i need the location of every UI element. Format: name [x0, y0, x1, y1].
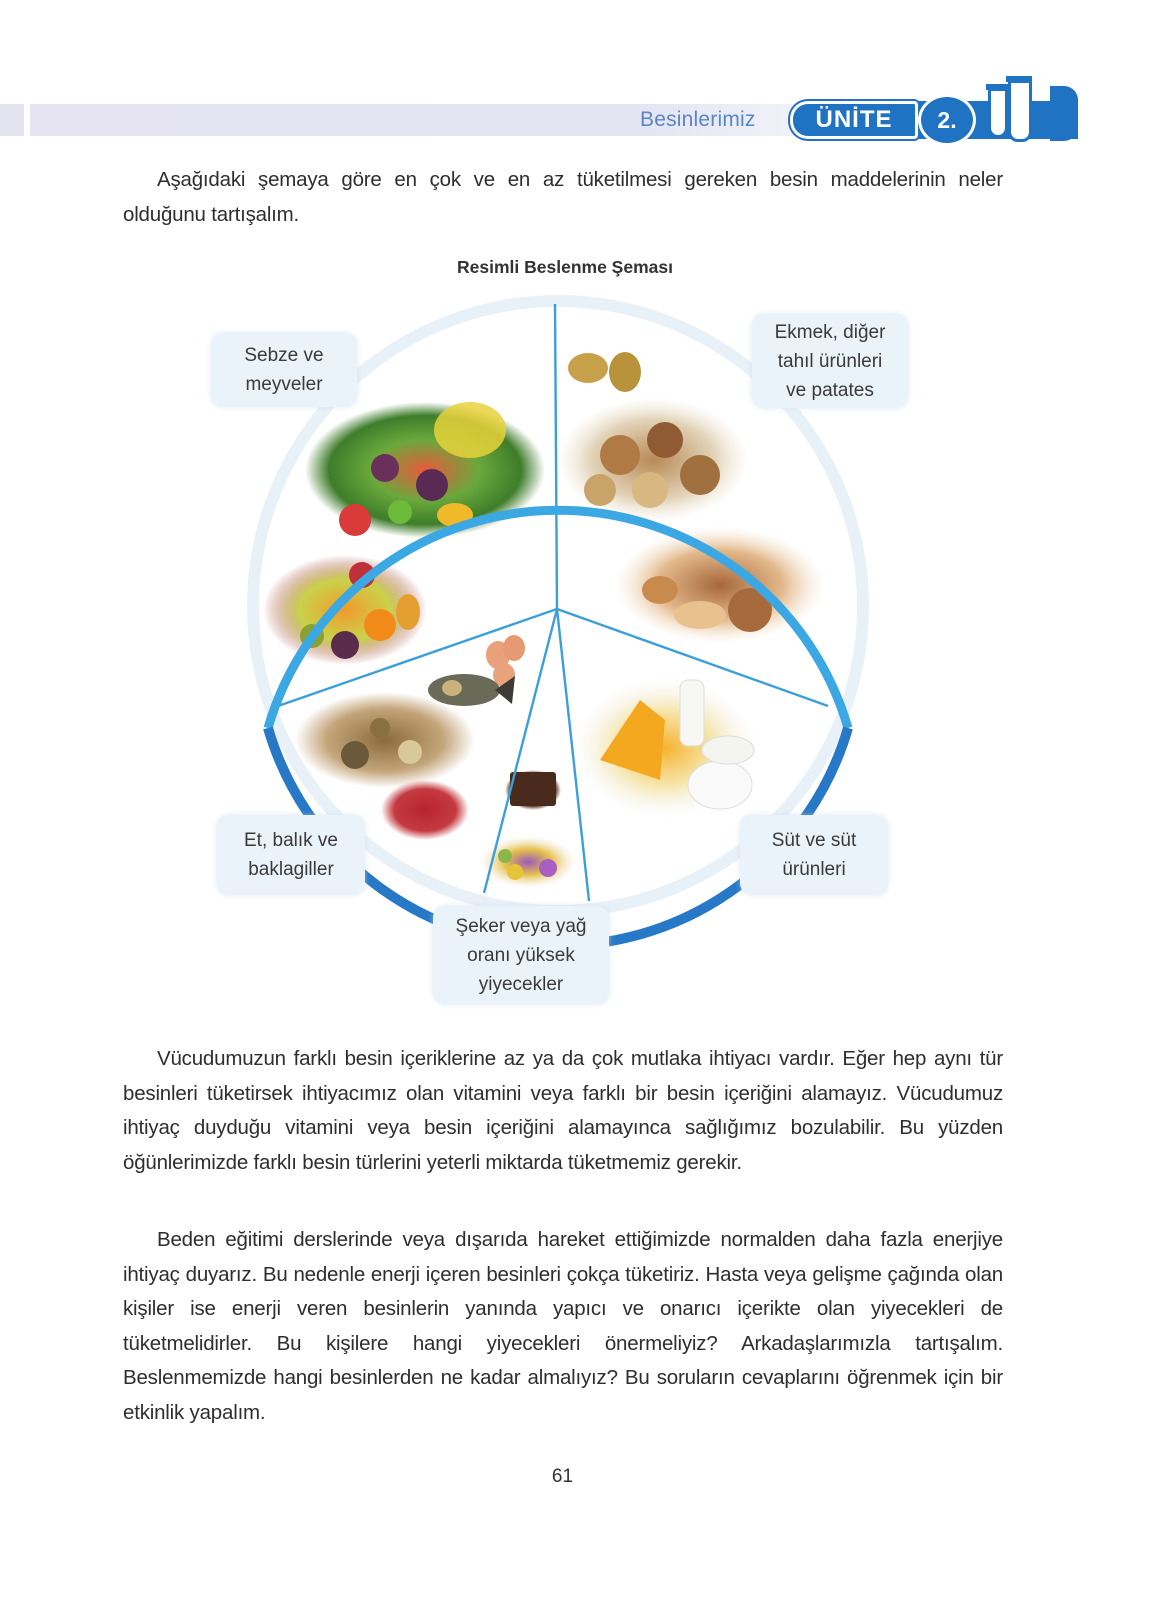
- unit-number-badge: 2.: [918, 94, 976, 146]
- label-line: Ekmek, diğer: [774, 321, 886, 343]
- fruits-image: [263, 555, 427, 665]
- legumes-image: [295, 692, 475, 788]
- sweets-image: [480, 836, 576, 888]
- label-line: Sebze ve: [244, 345, 324, 366]
- label-line: oranı yüksek: [467, 944, 575, 966]
- label-line: ve patates: [786, 379, 874, 401]
- meat-image: [381, 780, 469, 840]
- label-line: baklagiller: [248, 859, 334, 880]
- unit-badge: ÜNİTE: [790, 101, 918, 139]
- page-number: 61: [551, 1466, 574, 1487]
- label-line: meyveler: [245, 374, 323, 395]
- intro-text: Aşağıdaki şemaya göre en çok ve en az tüketilmesi gereken besin maddelerinin neler olduğunu tartışalım.: [123, 168, 1003, 226]
- label-line: Süt ve süt: [771, 830, 857, 851]
- paragraph-2-text: Beden eğitimi derslerinde veya dışarıda hareket ettiğimizde normalden daha fazla enerjiye ihtiyaç duyarız. Bu nedenle enerji içeren besinleri çokça tüketiriz. Hasta veya gelişme çağında olan kişiler ise enerji veren besinlerin yanında yapıcı ve onarıcı içerikte olan yiyecekleri de tüketmelidirler. Bu kişilere hangi yiyecekleri önermeliyiz? Arkadaşlarımızla tartışalım. Beslenmemizde hangi besinlerden ne kadar almalıyız? Bu soruların cevaplarını öğrenmek için bir etkinlik yapalım.: [123, 1228, 1003, 1424]
- label-vegetables-fruits: [211, 333, 357, 407]
- paragraph-1-text: Vücudumuzun farklı besin içeriklerine az ya da çok mutlaka ihtiyacı vardır. Eğer hep aynı tür besinleri tüketirsek ihtiyacımız olan vitamini veya farklı bir besin içeriğini alamayız. Vücudumuz ihtiyaç duyduğu vitamini veya besin içeriğini alamayınca sağlığımız bozulabilir. Bu yüzden öğünlerimizde farklı besin türlerini yeterli miktarda tüketmemiz gerekir.: [123, 1047, 1003, 1174]
- dairy-image: [573, 678, 757, 818]
- label-line: tahıl ürünleri: [777, 350, 883, 372]
- diagram-title: Resimli Beslenme Şeması: [457, 257, 673, 277]
- label-line: ürünleri: [782, 859, 846, 880]
- header-subject: Besinlerimiz: [640, 108, 756, 131]
- label-line: Et, balık ve: [244, 830, 338, 851]
- label-line: yiyecekler: [478, 973, 564, 995]
- grains-image: [558, 398, 748, 522]
- paragraph-1: [123, 1042, 1003, 1180]
- label-bread-grains: [752, 314, 908, 408]
- label-sugar-fat: [433, 906, 609, 1004]
- label-milk: [740, 815, 888, 895]
- paragraph-2: [123, 1223, 1003, 1430]
- label-line: Şeker veya yağ: [455, 915, 587, 937]
- label-meat-fish-legumes: [217, 815, 365, 895]
